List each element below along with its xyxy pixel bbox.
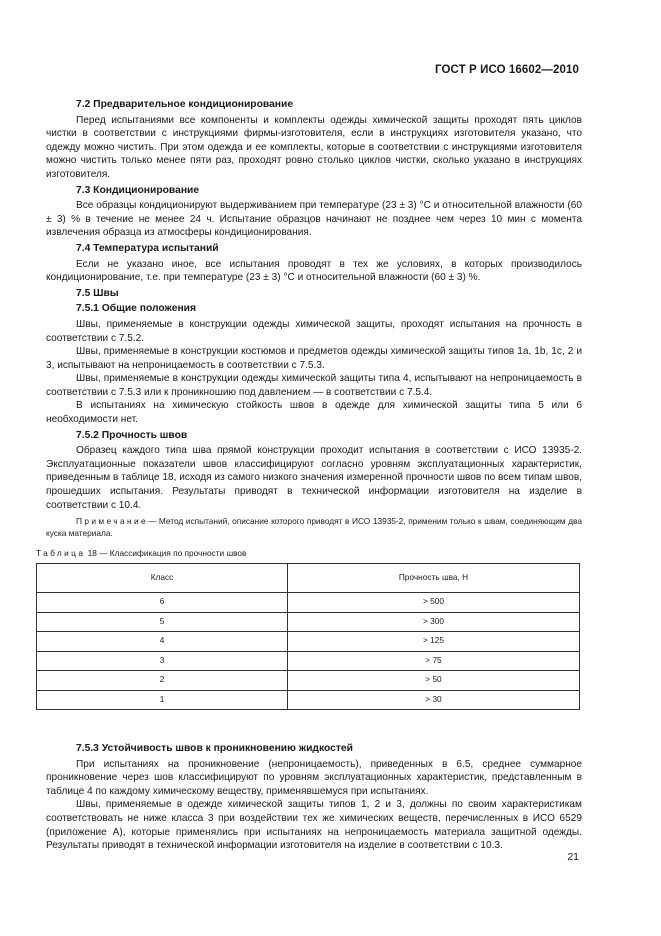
cell-strength: > 50 xyxy=(288,671,580,691)
table-row xyxy=(37,632,580,652)
section-heading-7-5-3: 7.5.3 Устойчивость швов к проникновению жидкостей xyxy=(76,743,353,755)
table-caption xyxy=(36,548,582,559)
table-caption-text: 18 — Классификация по прочности швов xyxy=(87,548,247,559)
document-id: ГОСТ Р ИСО 16602—2010 xyxy=(434,64,579,76)
page-body xyxy=(36,98,582,855)
paragraph-7-5-1-1: Швы, применяемые в конструкции одежды химической защиты, проходят испытания на прочность в соответствии с 7.5.2. xyxy=(46,318,582,344)
cell-class: 4 xyxy=(37,632,288,652)
table-row xyxy=(37,593,580,613)
paragraph-7-2-1: Перед испытаниями все компоненты и комплекты одежды химической защиты проходят пять циклов чистки в соответствии с инструкциями фирмы-изготовителя, если в инструкциях изготовителя указано, что одежду можно чистить. При этом одежда и ее комплекты, которые в соответствии с инструкциями изготовителя можно чистить только менее пяти раз, проходят ровно столько циклов чистки, сколько указано в инструкциях изготовителя. xyxy=(46,114,582,180)
table-row xyxy=(37,651,580,671)
cell-strength: > 500 xyxy=(288,593,580,613)
cell-strength: > 125 xyxy=(288,632,580,652)
paragraph-7-3-1: Все образцы кондиционируют выдерживанием при температуре (23 ± 3) °С и относительной влажности (60 ± 3) % в течение не менее 24 ч. Испытание образцов начинают не позднее чем через 10 мин с момента извлечения образца из атмосферы кондиционирования. xyxy=(46,200,582,239)
seam-strength-table xyxy=(36,563,580,710)
paragraph-7-4-1: Если не указано иное, все испытания проводят в тех же условиях, в которых производилось кондиционирование, т.е. при температуре (23 ± 3) °С и относительной влажности (60 ± 3) %. xyxy=(46,258,582,284)
cell-class: 3 xyxy=(37,651,288,671)
table-row xyxy=(37,612,580,632)
cell-class: 5 xyxy=(37,612,288,632)
cell-class: 6 xyxy=(37,593,288,613)
cell-strength: > 75 xyxy=(288,651,580,671)
note-label: Примечание xyxy=(76,516,149,527)
note-text: — Метод испытаний, описание которого приводят в ИСО 13935-2, применим только к швам, соединяющим два куска материала. xyxy=(46,516,582,538)
section-heading-7-4: 7.4 Температура испытаний xyxy=(76,242,219,254)
cell-class: 1 xyxy=(37,690,288,710)
header-strength: Прочность шва, Н xyxy=(288,564,580,593)
table-header-row xyxy=(37,564,580,593)
section-heading-7-2: 7.2 Предварительное кондиционирование xyxy=(76,99,294,110)
paragraph-7-5-2-1: Образец каждого типа шва прямой конструкции проходит испытания в соответствии с ИСО 13935-2. Эксплуатационные показатели швов классифицируют согласно уровням эксплуатационных характеристик, приведенным в таблице 18, исходя из самого низкого значения измеренной прочности швов по всем типам швов, прошедших испытания. Результаты приводят в технической информации изготовителя на изделие в соответствии с 10.4. xyxy=(46,445,582,511)
paragraph-7-5-1-4: В испытаниях на химическую стойкость швов в одежде для химической защиты типа 5 или 6 необходимости нет. xyxy=(46,400,582,426)
header-class: Класс xyxy=(37,564,288,593)
section-heading-7-5-2: 7.5.2 Прочность швов xyxy=(76,429,188,441)
spacer xyxy=(46,710,582,742)
section-heading-7-5: 7.5 Швы xyxy=(76,287,119,299)
cell-strength: > 300 xyxy=(288,612,580,632)
table-row xyxy=(37,671,580,691)
section-heading-7-5-1: 7.5.1 Общие положения xyxy=(76,303,196,315)
table-row xyxy=(37,690,580,710)
paragraph-7-5-1-2: Швы, применяемые в конструкции костюмов и предметов одежды химической защиты типов 1а, 1b, 1с, 2 и 3, испытывают на непроницаемость в соответствии с 7.5.3. xyxy=(46,346,582,371)
paragraph-7-5-1-3: Швы, применяемые в конструкции одежды химической защиты типа 4, испытывают на непроницаемость в соответствии с 7.5.3 или к проникношию под давлением — в соответствии с 7.5.4. xyxy=(46,373,582,398)
table-caption-label: Таблица xyxy=(36,548,86,559)
section-heading-7-3: 7.3 Кондиционирование xyxy=(76,184,200,196)
cell-class: 2 xyxy=(37,671,288,691)
note xyxy=(46,516,582,539)
paragraph-7-5-3-2: Швы, применяемые в одежде химической защиты типов 1, 2 и 3, должны по своим характеристикам соответствовать не ниже класса 3 при воздействии тех же химических веществ, перечисленных в ИСО 6529 (приложение А), которые применялись при испытаниях на непроницаемость материала защитной одежды. Результаты приводят в технической информации изготовителя на изделие в соответствии с 10.3. xyxy=(46,799,582,852)
page-number: 21 xyxy=(567,851,579,863)
cell-strength: > 30 xyxy=(288,690,580,710)
paragraph-7-5-3-1: При испытаниях на проникновение (непроницаемость), приведенных в 6.5, среднее суммарное проникновение через шов классифицируют по уровням эксплуатационных характеристик, представленным в таблице 4 по каждому химическому веществу, применявшемуся при испытаниях. xyxy=(46,758,582,797)
